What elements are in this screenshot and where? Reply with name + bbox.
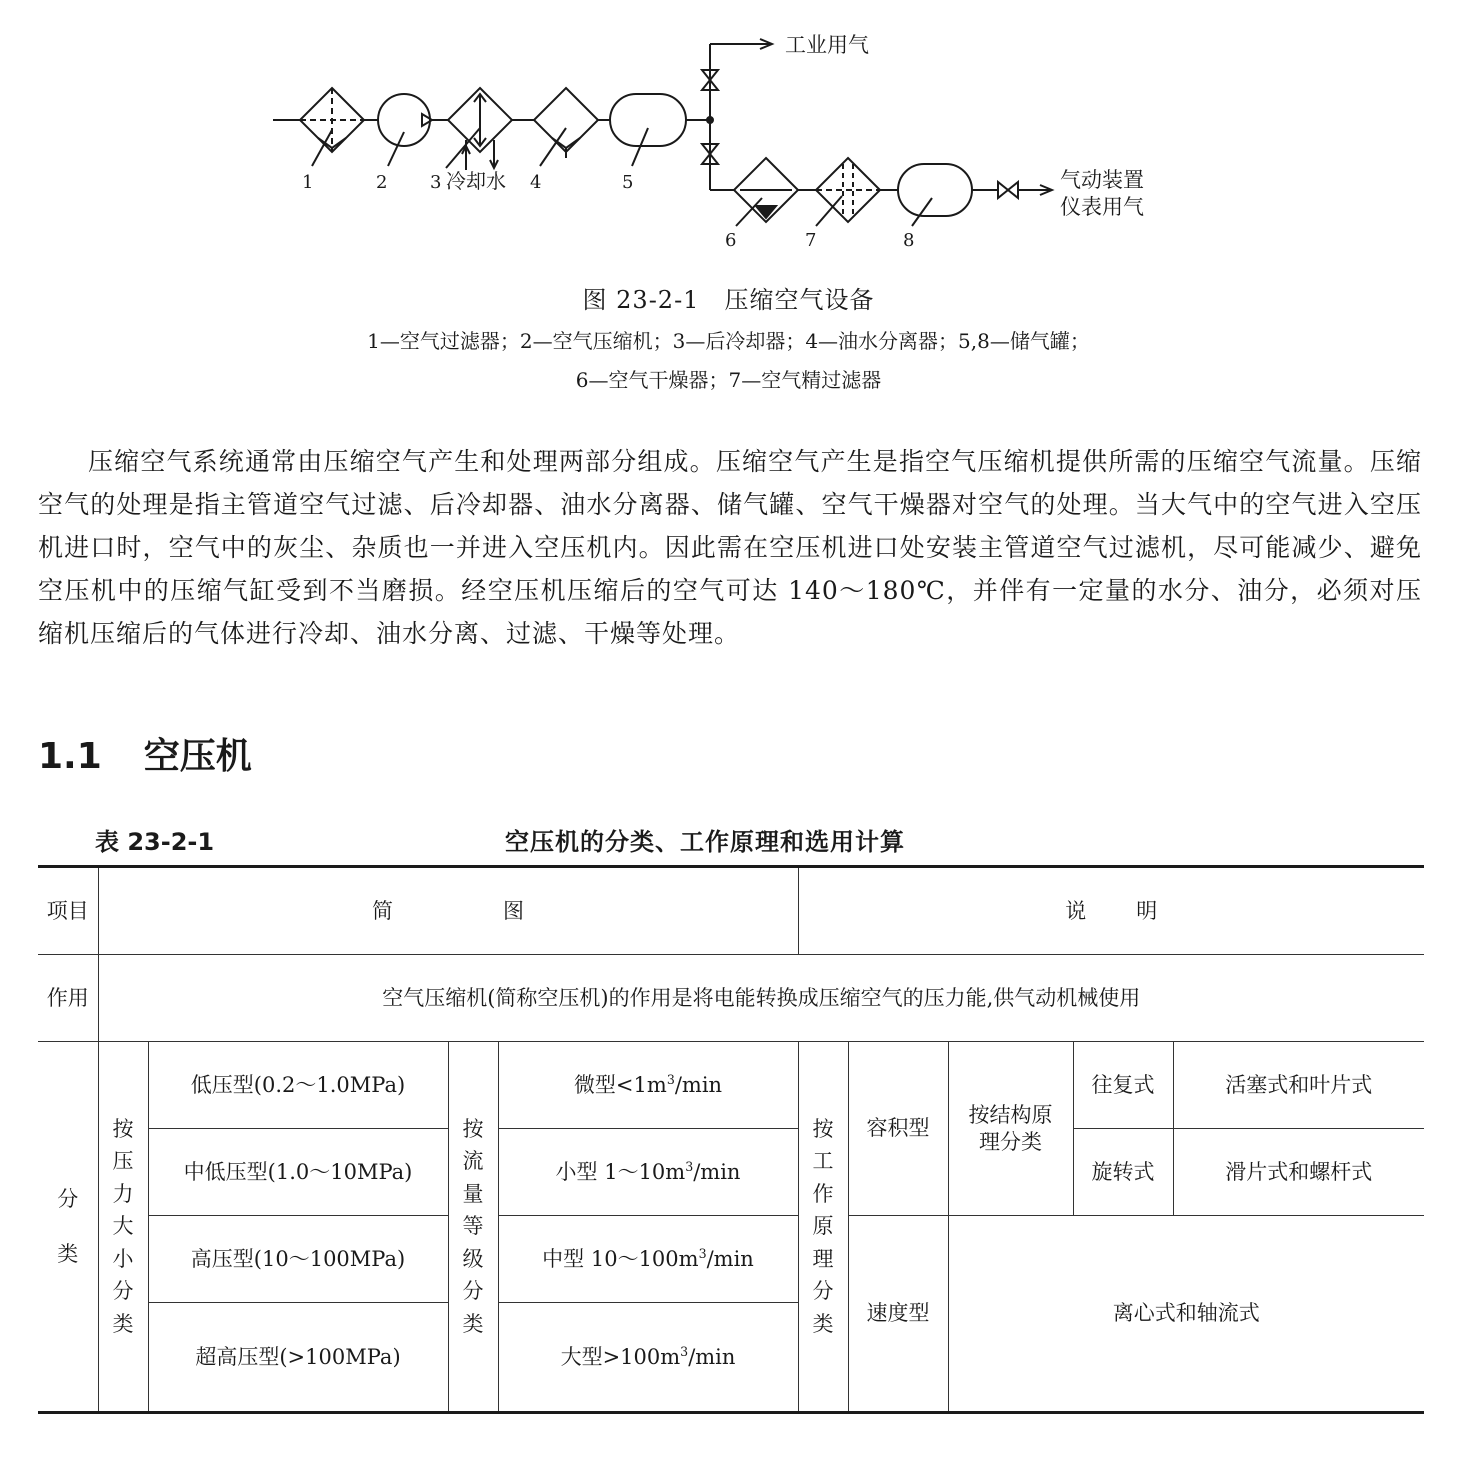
reciprocating-label: 往复式 xyxy=(1073,1042,1173,1129)
label-4: 4 xyxy=(530,172,542,193)
section-title: 空压机 xyxy=(143,736,252,777)
principle-label: 按工作原理分类 xyxy=(798,1042,848,1413)
table-row xyxy=(38,1216,1424,1303)
rotary-types: 滑片式和螺杆式 xyxy=(1173,1129,1424,1216)
class-label: 分类 xyxy=(38,1042,98,1413)
label-7: 7 xyxy=(805,230,817,251)
reciprocating-types: 活塞式和叶片式 xyxy=(1173,1042,1424,1129)
compressor-classification-table xyxy=(38,865,1424,1414)
header-description: 说 明 xyxy=(798,867,1424,955)
label-industrial-air: 工业用气 xyxy=(785,33,869,57)
air-dryer-symbol xyxy=(734,158,798,222)
air-compressor-symbol xyxy=(378,94,432,146)
use-text: 空气压缩机(简称空压机)的作用是将电能转换成压缩空气的压力能,供气动机械使用 xyxy=(98,955,1424,1042)
table-row xyxy=(38,1129,1424,1216)
label-2: 2 xyxy=(376,172,388,193)
pressure-item-3: 高压型(10～100MPa) xyxy=(148,1216,448,1303)
label-8: 8 xyxy=(903,230,915,251)
structure-label: 按结构原理分类 xyxy=(948,1042,1073,1216)
section-heading xyxy=(38,728,252,779)
flow-label: 按流量等级分类 xyxy=(448,1042,498,1413)
label-1: 1 xyxy=(302,172,314,193)
label-3: 3 xyxy=(430,172,442,193)
header-sketch: 简 图 xyxy=(98,867,798,955)
table-row xyxy=(38,1042,1424,1129)
fine-filter-symbol xyxy=(816,158,880,222)
velocity-type: 速度型 xyxy=(848,1216,948,1413)
figure-legend-line-2: 6—空气干燥器；7—空气精过滤器 xyxy=(575,368,882,392)
flow-item-3: 中型 $10\sim 100m^3/\min$ xyxy=(498,1216,798,1303)
section-number: 1.1 xyxy=(38,736,102,777)
header-item: 项目 xyxy=(38,867,98,955)
label-pneumatic-device: 气动装置 xyxy=(1060,168,1144,192)
table-use-row xyxy=(38,955,1424,1042)
pressure-item-1: 低压型(0.2～1.0MPa) xyxy=(148,1042,448,1129)
air-tank-symbol xyxy=(610,94,686,146)
table-title: 空压机的分类、工作原理和选用计算 xyxy=(505,828,905,856)
air-filter-symbol xyxy=(300,88,364,152)
pressure-item-4: 超高压型(>100MPa) xyxy=(148,1303,448,1413)
volumetric-type: 容积型 xyxy=(848,1042,948,1216)
table-id: 表 23-2-1 xyxy=(95,828,215,856)
flow-item-2: 小型 $1\sim 10m^3/\min$ xyxy=(498,1129,798,1216)
rotary-label: 旋转式 xyxy=(1073,1129,1173,1216)
label-6: 6 xyxy=(725,230,737,251)
label-5: 5 xyxy=(622,172,634,193)
oil-water-separator-symbol xyxy=(534,88,598,158)
label-cooling-water: 冷却水 xyxy=(446,169,506,193)
pressure-label: 按压力大小分类 xyxy=(98,1042,148,1413)
compressed-air-equipment-diagram xyxy=(0,0,1457,260)
figure-legend-line-1: 1—空气过滤器；2—空气压缩机；3—后冷却器；4—油水分离器；5,8—储气罐； xyxy=(367,329,1090,353)
flow-item-1: 微型$<1m^3/\min$ xyxy=(498,1042,798,1129)
use-label: 作用 xyxy=(38,955,98,1042)
air-tank-symbol-2 xyxy=(898,164,972,216)
body-paragraph: 压缩空气系统通常由压缩空气产生和处理两部分组成。压缩空气产生是指空气压缩机提供所需的压缩空气流量。压缩空气的处理是指主管道空气过滤、后冷却器、油水分离器、储气罐、空气干燥器对空气的处理。当大气中的空气进入空压机进口时，空气中的灰尘、杂质也一并进入空压机内。因此需在空压机进口处安装主管道空气过滤机，尽可能减少、避免空压机中的压缩气缸受到不当磨损。经空压机压缩后的空气可达 140～180℃，并伴有一定量的水分、油分，必须对压缩机压缩后的气体进行冷却、油水分离、过滤、干燥等处理。 xyxy=(38,447,1422,648)
velocity-types: 离心式和轴流式 xyxy=(948,1216,1424,1413)
table-header-row xyxy=(38,867,1424,955)
label-instrument-air: 仪表用气 xyxy=(1060,195,1144,219)
flow-item-4: 大型$>100m^3/\min$ xyxy=(498,1303,798,1413)
figure-title: 图 23-2-1 压缩空气设备 xyxy=(582,286,875,314)
pressure-item-2: 中低压型(1.0～10MPa) xyxy=(148,1129,448,1216)
